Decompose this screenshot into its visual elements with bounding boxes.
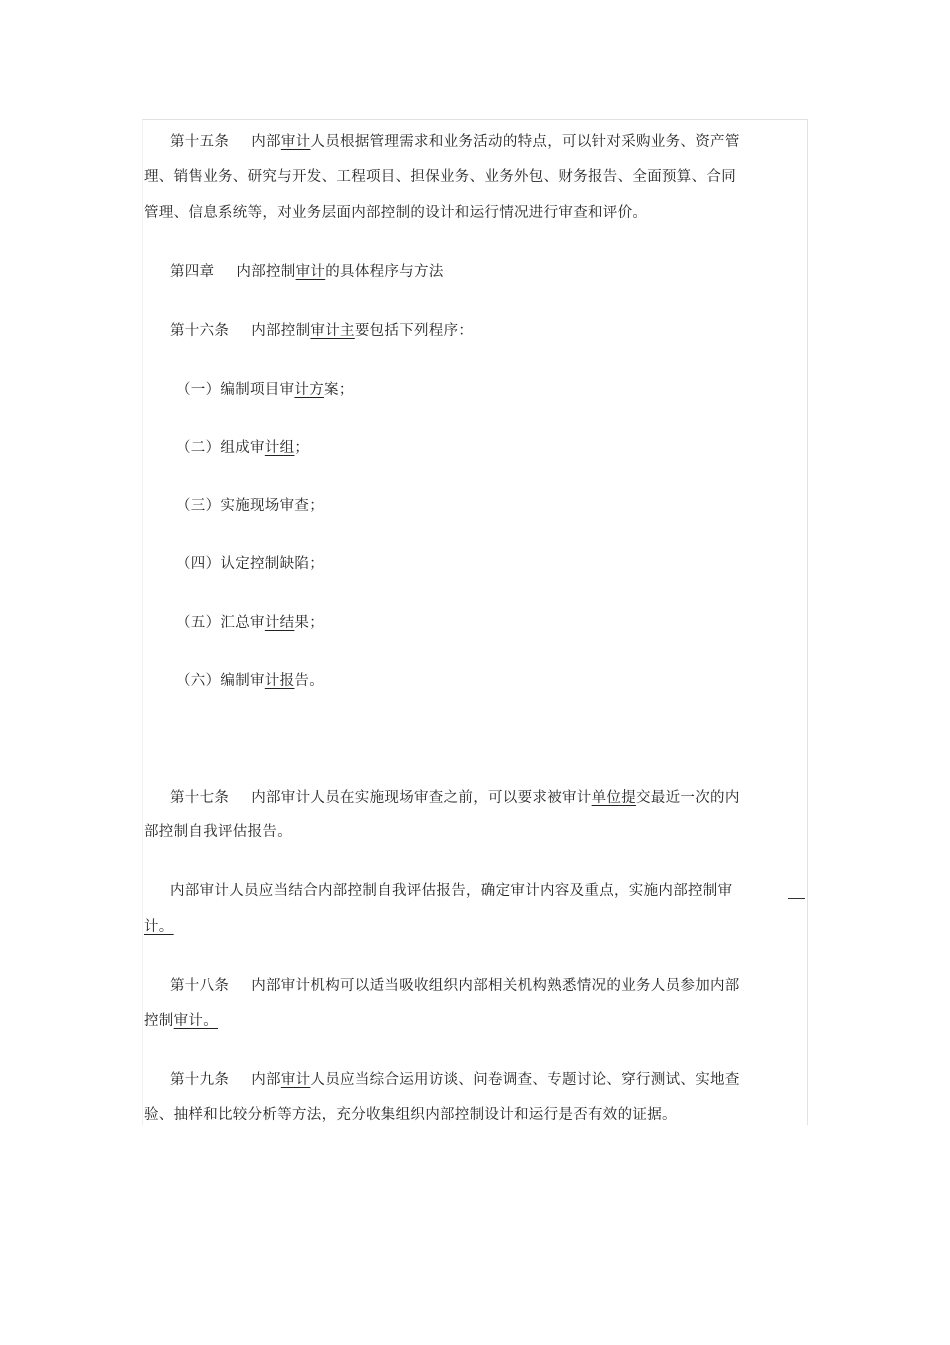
- chapter-4-heading: 第四章 内部控制审计的具体程序与方法: [170, 264, 444, 280]
- article-15-line-3: 管理、信息系统等，对业务层面内部控制的设计和运行情况进行审查和评价。: [144, 205, 648, 221]
- procedure-item-4: （四）认定控制缺陷；: [176, 556, 324, 572]
- article-15-line-1: 第十五条 内部审计人员根据管理需求和业务活动的特点，可以针对采购业务、资产管: [170, 134, 740, 150]
- procedure-item-1: （一）编制项目审计方案；: [176, 382, 354, 398]
- article-18-line-2: 控制审计。: [144, 1013, 219, 1029]
- article-17-para-2-line-1: 内部审计人员应当结合内部控制自我评估报告，确定审计内容及重点，实施内部控制审: [170, 883, 733, 899]
- article-17-para-2-line-2: 计。: [144, 919, 174, 935]
- article-16-line: 第十六条 内部控制审计主要包括下列程序：: [170, 323, 474, 339]
- article-19-line-2: 验、抽样和比较分析等方法，充分收集组织内部控制设计和运行是否有效的证据。: [144, 1107, 677, 1123]
- procedure-item-5: （五）汇总审计结果；: [176, 615, 325, 631]
- procedure-item-2: （二）组成审计组；: [176, 440, 310, 456]
- margin-dash: [788, 898, 805, 899]
- article-18-line-1: 第十八条 内部审计机构可以适当吸收组织内部相关机构熟悉情况的业务人员参加内部: [170, 978, 740, 994]
- article-17-line-1: 第十七条 内部审计人员在实施现场审查之前，可以要求被审计单位提交最近一次的内: [170, 790, 740, 806]
- article-15-line-2: 理、销售业务、研究与开发、工程项目、担保业务、业务外包、财务报告、全面预算、合同: [144, 169, 736, 185]
- procedure-item-3: （三）实施现场审查；: [176, 498, 324, 514]
- procedure-item-6: （六）编制审计报告。: [176, 673, 325, 689]
- article-19-line-1: 第十九条 内部审计人员应当综合运用访谈、问卷调查、专题讨论、穿行测试、实地查: [170, 1072, 740, 1088]
- article-17-line-2: 部控制自我评估报告。: [144, 824, 292, 840]
